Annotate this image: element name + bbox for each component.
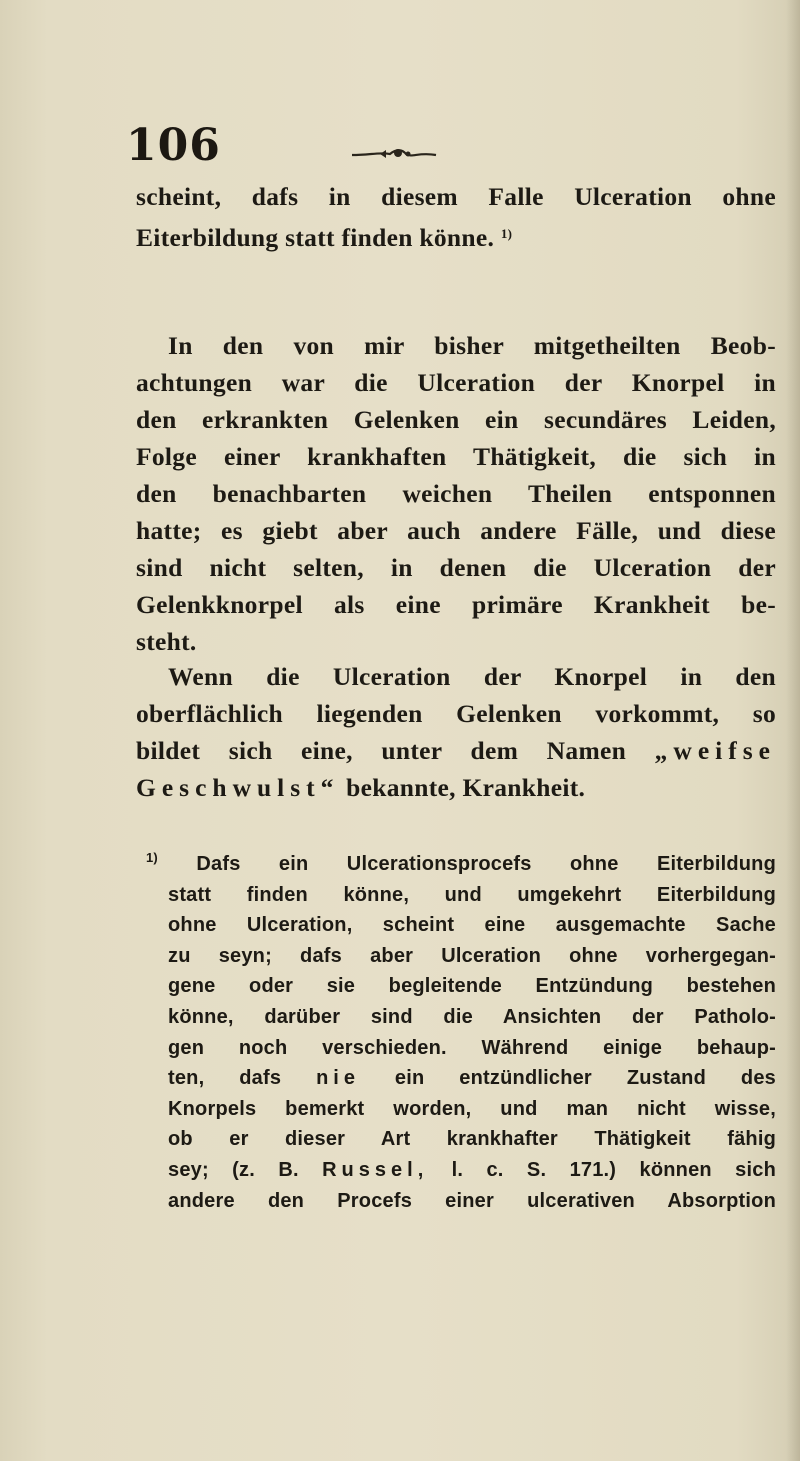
emphasized-term: Geschwulst“	[136, 773, 340, 802]
text-line: Gelenkknorpel als eine primäre Krankheit be-	[136, 590, 776, 619]
text-line: achtungen war die Ulceration der Knorpel in	[136, 368, 776, 397]
text-line: Folge einer krankhaften Thätigkeit, die sich in	[136, 442, 776, 471]
paragraph-1	[136, 178, 776, 256]
footnote-line	[136, 843, 776, 880]
footnote-line: gene oder sie begleitende Entzündung bestehen	[168, 975, 776, 998]
footnote-marker: 1)	[146, 850, 158, 865]
emphasized-term: nie	[316, 1067, 360, 1090]
text-fragment: sey; (z. B.	[168, 1158, 299, 1181]
page-edge-shadow	[786, 0, 800, 1461]
text-fragment: bildet sich eine, unter dem Namen	[136, 736, 627, 765]
text-line: steht.	[136, 627, 197, 656]
text-line: In den von mir bisher mitgetheilten Beob-	[168, 331, 776, 360]
footnote-line	[136, 1155, 776, 1186]
paragraph-2	[136, 327, 776, 660]
text-fragment: Dafs ein Ulcerationsprocefs ohne Eiterbildung	[196, 853, 777, 875]
paragraph-3	[136, 658, 776, 806]
text-fragment: ein entzündlicher Zustand des	[394, 1067, 776, 1090]
text-line: den benachbarten weichen Theilen entsponnen	[136, 479, 776, 508]
footnote-line: ob er dieser Art krankhafter Thätigkeit fähig	[168, 1128, 776, 1151]
footnote-line: Knorpels bemerkt worden, und man nicht wisse,	[168, 1097, 776, 1120]
author-name: Russel,	[322, 1158, 429, 1181]
text-line	[136, 215, 776, 256]
header-ornament-icon	[350, 146, 438, 162]
text-fragment: ten, dafs	[168, 1067, 282, 1090]
text-line: scheint, dafs in diesem Falle Ulceration ohne	[136, 182, 776, 211]
footnote-line	[136, 1063, 776, 1094]
text-fragment: l. c. S. 171.) können sich	[451, 1158, 776, 1181]
text-line: sind nicht selten, in denen die Ulceration der	[136, 553, 776, 582]
footnote-line: andere den Procefs einer ulcerativen Absorption	[168, 1189, 776, 1212]
text-line: oberflächlich liegenden Gelenken vorkommt, so	[136, 699, 776, 728]
footnote-line: gen noch verschieden. Während einige behaup-	[168, 1036, 776, 1059]
footnote-line: statt finden könne, und umgekehrt Eiterbildung	[168, 883, 776, 906]
page-header	[126, 120, 686, 180]
footnote-line: ohne Ulceration, scheint eine ausgemachte Sache	[168, 914, 776, 937]
text-line: hatte; es giebt aber auch andere Fälle, und diese	[136, 516, 776, 545]
text-line: den erkrankten Gelenken ein secundäres Leiden,	[136, 405, 776, 434]
page-number: 106	[126, 120, 221, 171]
text-line: Wenn die Ulceration der Knorpel in den	[168, 662, 776, 691]
footnote-line: könne, darüber sind die Ansichten der Patholo-	[168, 1005, 776, 1028]
text-fragment: bekannte, Krankheit.	[346, 773, 586, 802]
text-fragment: Eiterbildung statt finden könne.	[136, 223, 495, 252]
text-line	[136, 732, 776, 769]
text-line	[136, 769, 776, 806]
emphasized-term: „weifse	[654, 736, 776, 765]
footnote-reference[interactable]: 1)	[500, 226, 513, 241]
footnote-line: zu seyn; dafs aber Ulceration ohne vorhergegan-	[168, 944, 776, 967]
footnote	[136, 843, 776, 1216]
